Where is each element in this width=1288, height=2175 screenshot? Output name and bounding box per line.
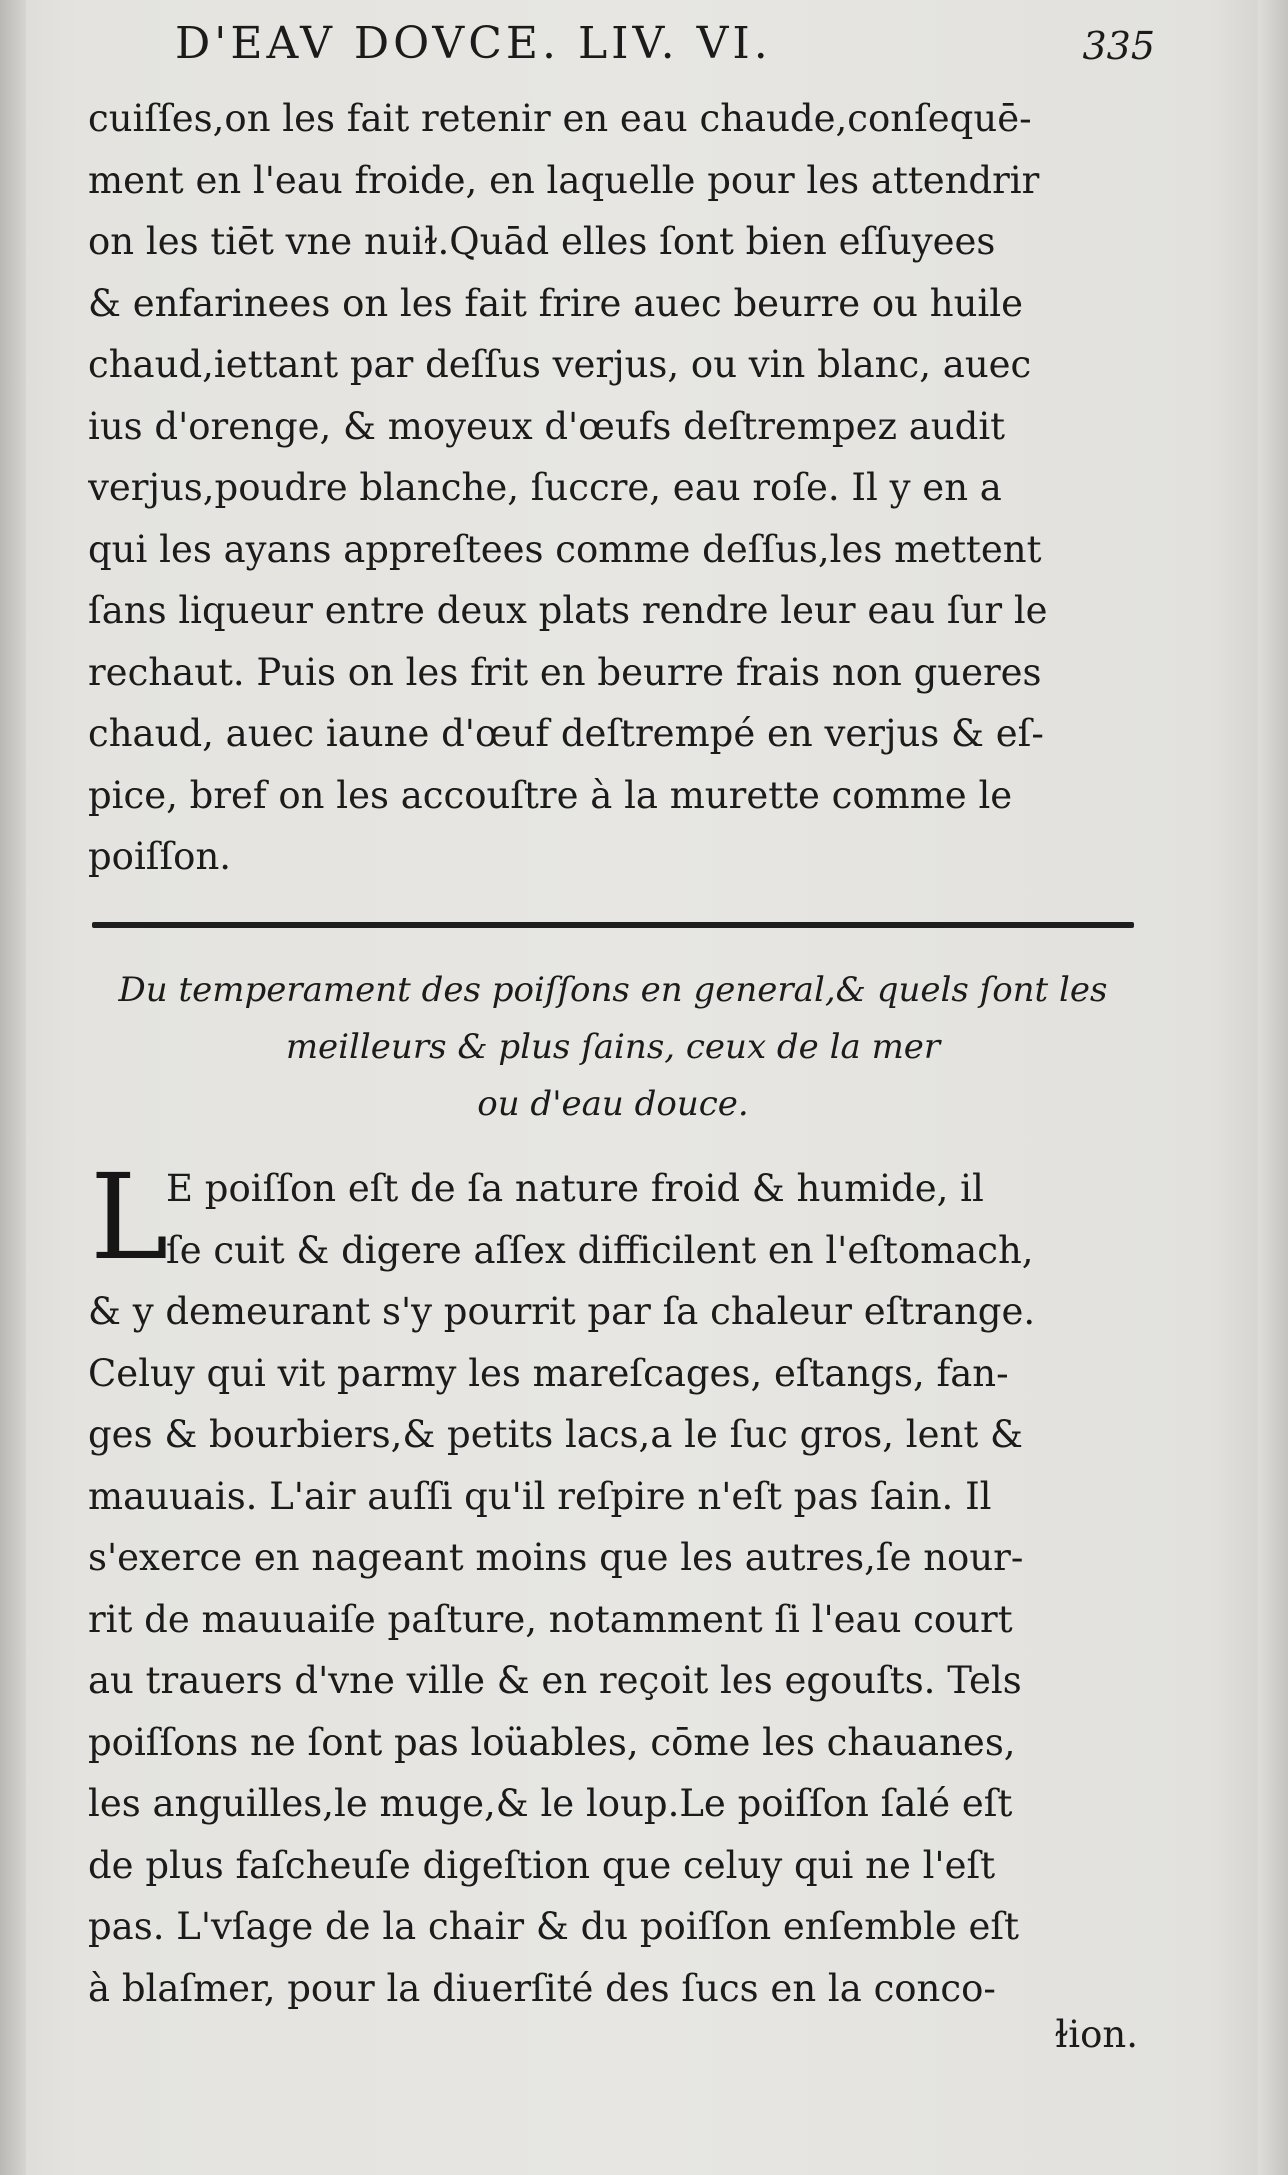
text-line: qui les ayans appreſtees comme deſſus,les mettent: [88, 527, 1042, 571]
text-line: au trauers d'vne ville & en reçoit les egouſts. Tels: [88, 1659, 1022, 1702]
text-line: rechaut. Puis on les frit en beurre frais non gueres: [88, 650, 1042, 694]
drop-capital: L: [90, 1148, 169, 1286]
heading-line: ou d'eau douce.: [477, 1084, 749, 1124]
page-number: 335: [1082, 24, 1155, 68]
text-line: pice, bref on les accouſtre à la murette comme le: [88, 773, 1013, 817]
text-line: mauuais. L'air auſſi qu'il reſpire n'eſt pas ſain. Il: [88, 1474, 992, 1518]
text-line: ius d'orenge, & moyeux d'œufs deſtrempez audit: [88, 404, 1006, 448]
text-line: à blaſmer, pour la diuerſité des ſucs en la conco-: [88, 1966, 996, 2010]
running-head: D'EAV DOVCE. LIV. VI.: [175, 18, 772, 69]
text-line: & enfarinees on les fait frire auec beurre ou huile: [88, 281, 1023, 325]
page-header: [175, 18, 1155, 78]
text-line: ges & bourbiers,& petits lacs,a le ſuc gros, lent &: [88, 1413, 1023, 1456]
page-edge-shadow: [1258, 0, 1288, 2175]
text-line: & y demeurant s'y pourrit par ſa chaleur eſtrange.: [88, 1290, 1036, 1333]
text-line: verjus,poudre blanche, ſuccre, eau roſe. Il y en a: [88, 466, 1002, 509]
text-line: ment en l'eau froide, en laquelle pour les attendrir: [88, 158, 1040, 202]
text-line: poiſſons ne ſont pas loüables, cōme les chauanes,: [88, 1720, 1016, 1764]
text-line: chaud,iettant par deſſus verjus, ou vin blanc, auec: [88, 343, 1032, 386]
catchword: ɫion.: [1054, 2013, 1138, 2056]
page-gutter-shadow: [0, 0, 26, 2175]
text-line: chaud, auec iaune d'œuf deſtrempé en verjus & eſ-: [88, 712, 1044, 755]
heading-line: meilleurs & plus ſains, ceux de la mer: [285, 1027, 941, 1067]
text-line: ſe cuit & digere aſſex difficilent en l'eſtomach,: [166, 1228, 1034, 1272]
text-line: poiſſon.: [88, 835, 232, 878]
section-heading: [88, 962, 1138, 1133]
paragraph-main: [88, 1148, 1138, 2019]
text-line: ſans liqueur entre deux plats rendre leur eau ſur le: [88, 589, 1048, 632]
section-divider-rule: [92, 922, 1134, 928]
text-line: de plus faſcheuſe digeſtion que celuy qui ne l'eſt: [88, 1843, 996, 1887]
text-line: pas. L'vſage de la chair & du poiſſon enſemble eſt: [88, 1905, 1019, 1948]
text-line: s'exerce en nageant moins que les autres,ſe nour-: [88, 1536, 1024, 1579]
text-line: Celuy qui vit parmy les mareſcages, eſtangs, fan-: [88, 1351, 1009, 1395]
paragraph-continued: [88, 88, 1138, 888]
text-line: on les tiēt vne nuiɫ.Quād elles ſont bien eſſuyees: [88, 220, 996, 263]
text-line: rit de mauuaiſe paſture, notamment ſi l'eau court: [88, 1597, 1013, 1641]
text-line: E poiſſon eſt de ſa nature froid & humide, il: [166, 1167, 984, 1210]
text-line: cuiſſes,on les fait retenir en eau chaude,conſequē-: [88, 97, 1032, 140]
heading-line: Du temperament des poiſſons en general,& quels ſont les: [118, 970, 1108, 1010]
text-line: les anguilles,le muge,& le loup.Le poiſſon ſalé eſt: [88, 1782, 1013, 1825]
